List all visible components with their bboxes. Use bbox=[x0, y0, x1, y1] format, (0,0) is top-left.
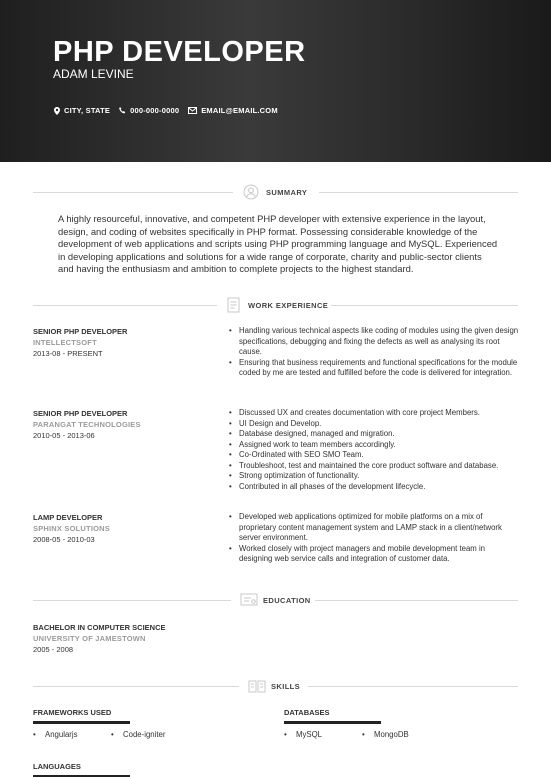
email-text[interactable]: EMAIL@EMAIL.COM bbox=[201, 106, 278, 115]
job-entry-dates: 2013-08 - PRESENT bbox=[33, 349, 103, 358]
contact-info bbox=[54, 106, 287, 115]
bullet-item: • Worked closely with project managers and mobile development team in designing web service calls and integration of customer data. bbox=[229, 544, 519, 565]
skills-section-header bbox=[33, 678, 518, 694]
skill-item: • MySQL bbox=[284, 730, 362, 739]
envelope-icon bbox=[188, 107, 197, 114]
education-dates: 2005 - 2008 bbox=[33, 645, 74, 654]
divider bbox=[315, 600, 518, 601]
skill-group-label: LANGUAGES bbox=[33, 762, 81, 771]
divider bbox=[319, 192, 518, 193]
summary-section-header bbox=[33, 184, 518, 200]
skill-item: • Angularjs bbox=[33, 730, 111, 739]
divider bbox=[33, 686, 239, 687]
education-entry bbox=[33, 622, 166, 656]
phone-icon bbox=[119, 107, 126, 114]
bullet-item: • Strong optimization of functionality. bbox=[229, 471, 519, 482]
job-entry-company: PARANGAT TECHNOLOGIES bbox=[33, 420, 141, 429]
resume-header bbox=[0, 0, 551, 162]
skill-group-label: FRAMEWORKS USED bbox=[33, 708, 112, 717]
section-title-skills: SKILLS bbox=[268, 682, 303, 691]
skill-group-label: DATABASES bbox=[284, 708, 330, 717]
bullet-item: • Assigned work to team members accordingly. bbox=[229, 440, 519, 451]
diploma-icon bbox=[240, 592, 258, 608]
divider bbox=[308, 686, 518, 687]
job-entry-title: SENIOR PHP DEVELOPER bbox=[33, 409, 128, 418]
job-entry-bullets bbox=[229, 408, 519, 492]
skill-group-languages bbox=[33, 762, 130, 777]
divider bbox=[33, 600, 231, 601]
bullet-item: • Ensuring that business requirements and functional specifications for the module coded by me are tested and fulfilled before the code is delivered for integration. bbox=[229, 358, 519, 379]
divider bbox=[33, 192, 233, 193]
contact-phone bbox=[119, 106, 179, 115]
phone-text: 000-000-0000 bbox=[130, 106, 180, 115]
job-entry-dates: 2010-05 - 2013-06 bbox=[33, 431, 95, 440]
job-entry-bullets bbox=[229, 512, 519, 565]
location-pin-icon bbox=[54, 107, 60, 115]
job-entry-company: INTELLECTSOFT bbox=[33, 338, 97, 347]
document-icon bbox=[227, 297, 241, 313]
education-section-header bbox=[33, 592, 518, 608]
bullet-item: • Database designed, managed and migration. bbox=[229, 429, 519, 440]
section-title-education: EDUCATION bbox=[260, 596, 314, 605]
experience-section-header bbox=[33, 297, 518, 313]
skill-item: • MongoDB bbox=[362, 730, 440, 739]
degree: BACHELOR IN COMPUTER SCIENCE bbox=[33, 623, 166, 632]
job-entry-dates: 2008-05 - 2010-03 bbox=[33, 535, 95, 544]
person-name: ADAM LEVINE bbox=[53, 67, 134, 81]
skill-underline bbox=[33, 721, 130, 724]
bullet-item: • Co-Ordinated with SEO SMO Team. bbox=[229, 450, 519, 461]
section-title-summary: SUMMARY bbox=[263, 188, 310, 197]
contact-email[interactable] bbox=[188, 106, 278, 115]
skill-group-frameworks bbox=[33, 708, 189, 739]
job-entry-bullets bbox=[229, 326, 519, 379]
location-text: CITY, STATE bbox=[64, 106, 111, 115]
job-entry-title: SENIOR PHP DEVELOPER bbox=[33, 327, 128, 336]
contact-location bbox=[54, 106, 110, 115]
skill-underline bbox=[284, 721, 381, 724]
divider bbox=[331, 305, 518, 306]
school: UNIVERSITY OF JAMESTOWN bbox=[33, 634, 146, 643]
job-entry-company: SPHINX SOLUTIONS bbox=[33, 524, 110, 533]
bullet-item: • Contributed in all phases of the development lifecycle. bbox=[229, 482, 519, 493]
bullet-item: • UI Design and Develop. bbox=[229, 419, 519, 430]
divider bbox=[33, 305, 217, 306]
person-icon bbox=[243, 184, 259, 200]
book-icon bbox=[248, 678, 266, 694]
job-entry-title: LAMP DEVELOPER bbox=[33, 513, 103, 522]
skill-group-databases bbox=[284, 708, 440, 739]
summary-text: A highly resourceful, innovative, and competent PHP developer with extensive experience in the layout, design, and coding of websites specifically in PHP format. Possessing considerable knowledge of the development of web applications and scripts using PHP programming language and MySQL. Experienced in developing applications and solutions for a wide range of corporate, charity and public-sector clients and having the enthusiasm and ambition to complete projects to the highest standard. bbox=[58, 213, 498, 275]
section-title-experience: WORK EXPERIENCE bbox=[245, 301, 331, 310]
bullet-item: • Developed web applications optimized for mobile platforms on a mix of proprietary content management system and LAMP stack in a client/network server environment. bbox=[229, 512, 519, 544]
bullet-item: • Discussed UX and creates documentation with core project Members. bbox=[229, 408, 519, 419]
bullet-item: • Handling various technical aspects like coding of modules using the given design specifications, debugging and fixing the defects as well as analysing its root cause. bbox=[229, 326, 519, 358]
skill-item: • Code-igniter bbox=[111, 730, 189, 739]
job-title: PHP DEVELOPER bbox=[53, 36, 306, 68]
bullet-item: • Troubleshoot, test and maintained the core product software and database. bbox=[229, 461, 519, 472]
